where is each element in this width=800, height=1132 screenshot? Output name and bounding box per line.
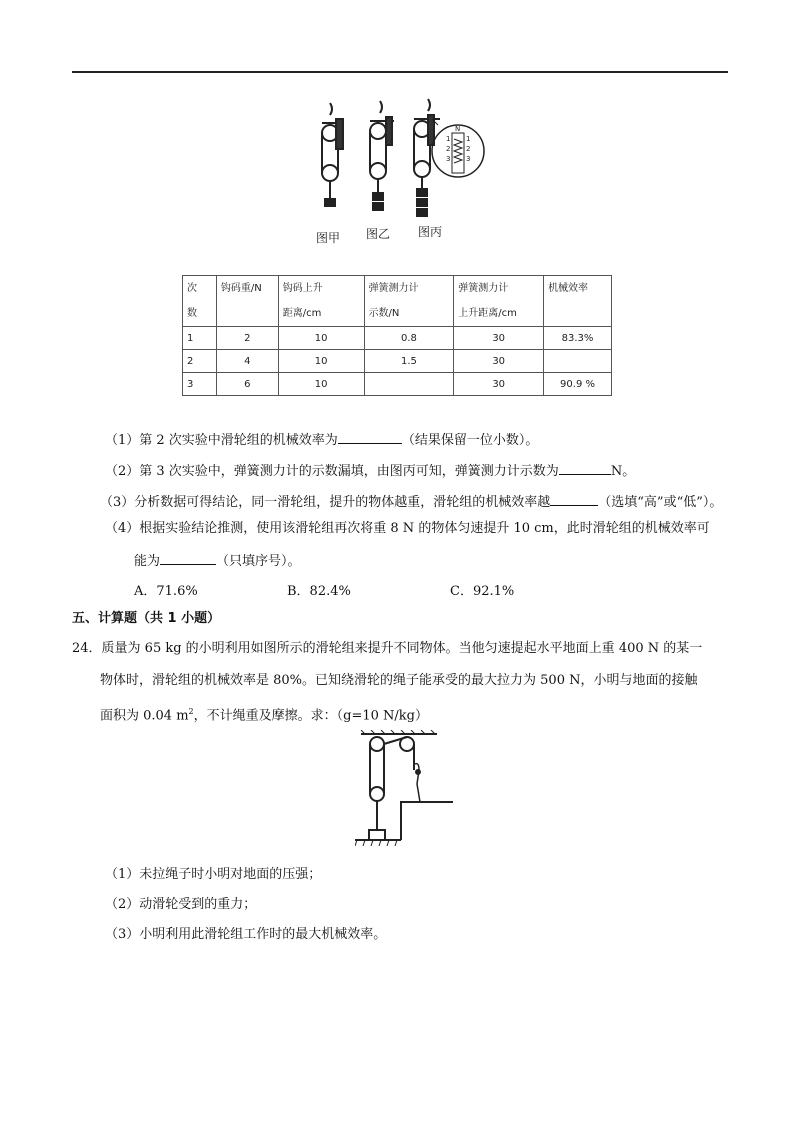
svg-text:3: 3 [466,155,471,163]
table-cell: 30 [454,327,544,350]
table-cell: 0.8 [364,327,454,350]
problem-24-line-2: 物体时，滑轮组的机械效率是 80%。已知绕滑轮的绳子能承受的最大拉力为 500 N，小明与地面的接触 [100,673,698,688]
table-header: 钩码重/N [216,276,278,327]
table-cell [364,373,454,396]
table-header: 钩码上升 距离/cm [278,276,364,327]
answer-blank[interactable] [550,491,598,506]
sub-question-2: （2）动滑轮受到的重力； [105,897,257,912]
table-row [183,327,612,350]
table-header: 弹簧测力计 上升距离/cm [454,276,544,327]
svg-text:2: 2 [446,145,451,153]
table-header-row [183,276,612,327]
table-cell: 1 [183,327,217,350]
table-row [183,373,612,396]
table-cell: 10 [278,327,364,350]
section-title: 五、计算题（共 1 小题） [72,611,221,626]
table-cell [544,350,612,373]
problem-24-line-1: 24．质量为 65 kg 的小明利用如图所示的滑轮组来提升不同物体。当他匀速提起水平地面上重 400 N 的某一 [72,641,703,656]
table-cell: 3 [183,373,217,396]
table-cell: 83.3% [544,327,612,350]
question-3: （3）分析数据可得结论，同一滑轮组，提升的物体越重，滑轮组的机械效率越 （选填“高”或“低”）。 [100,491,722,512]
table-cell: 30 [454,373,544,396]
table-cell: 1.5 [364,350,454,373]
option-b[interactable]: B．82.4% [287,584,351,599]
svg-text:1: 1 [446,135,451,143]
table-header: 机械效率 [544,276,612,327]
table-cell: 2 [216,327,278,350]
question-2: （2）第 3 次实验中，弹簧测力计的示数漏填，由图丙可知，弹簧测力计示数为 N。 [105,460,635,481]
option-a[interactable]: A．71.6% [134,584,198,599]
pulley-experiment-figure [300,95,500,245]
svg-text:1: 1 [466,135,471,143]
question-4-continued: 能为 （只填序号）。 [134,550,301,571]
question-4: （4）根据实验结论推测，使用该滑轮组再次将重 8 N 的物体匀速提升 10 cm，此时滑轮组的机械效率可 [105,521,710,536]
sub-question-3: （3）小明利用此滑轮组工作时的最大机械效率。 [105,927,387,942]
experiment-table [182,275,612,396]
table-row [183,350,612,373]
table-cell: 4 [216,350,278,373]
figure-label-yi: 图乙 [366,227,391,241]
answer-blank[interactable] [559,460,611,475]
svg-text:2: 2 [466,145,471,153]
sub-question-1: （1）未拉绳子时小明对地面的压强； [105,867,322,882]
figure-label-bing: 图丙 [418,225,443,239]
table-cell: 2 [183,350,217,373]
problem-24-line-3: 面积为 0.04 $m^2$，不计绳重及摩擦。求：（g=10 N/kg） [100,707,428,724]
figure-label-jia: 图甲 [316,231,341,245]
answer-blank[interactable] [160,550,216,565]
table-cell: 10 [278,373,364,396]
table-cell: 90.9 % [544,373,612,396]
option-c[interactable]: C．92.1% [450,584,515,599]
table-header: 次 数 [183,276,217,327]
question-1: （1）第 2 次实验中滑轮组的机械效率为 （结果保留一位小数）。 [105,429,538,450]
table-header: 弹簧测力计 示数/N [364,276,454,327]
answer-blank[interactable] [338,429,402,444]
header-rule [72,71,728,73]
table-cell: 10 [278,350,364,373]
svg-text:N: N [455,125,461,133]
table-cell: 30 [454,350,544,373]
pulley-system-figure [355,730,455,848]
svg-text:3: 3 [446,155,451,163]
table-cell: 6 [216,373,278,396]
